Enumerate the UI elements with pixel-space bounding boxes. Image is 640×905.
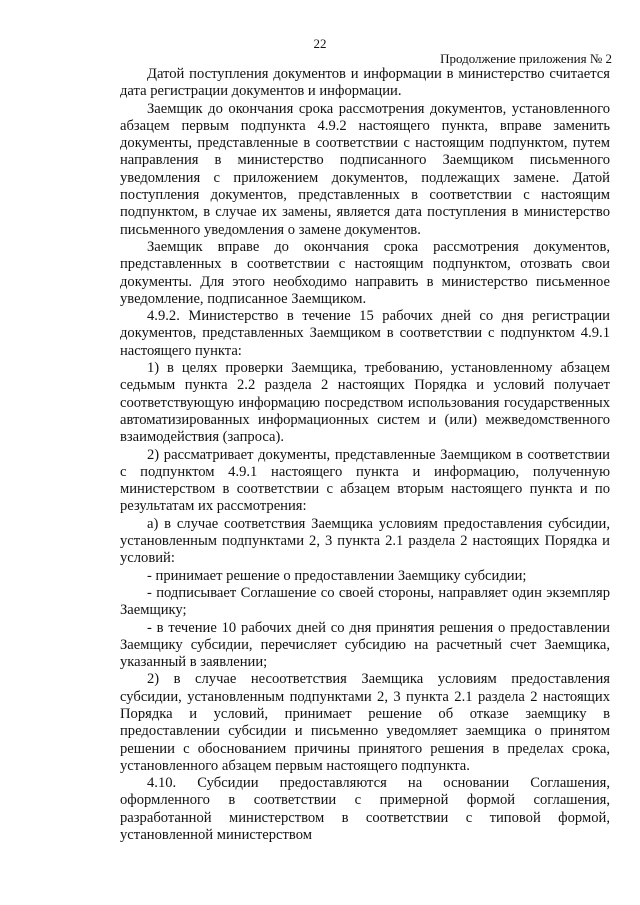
page-number: 22 bbox=[313, 36, 327, 51]
paragraph: 4.10. Субсидии предоставляются на основании Соглашения, оформленного в соответствии с примерной формой соглашения, разработанной министерством в соответствии с типовой формой, установленной министерством bbox=[120, 775, 610, 844]
paragraph: 4.9.2. Министерство в течение 15 рабочих дней со дня регистрации документов, представленных Заемщиком в соответствии с подпунктом 4.9.1 настоящего пункта: bbox=[120, 308, 610, 359]
paragraph: Заемщик вправе до окончания срока рассмотрения документов, представленных в соответствии с настоящим подпунктом, отозвать свои документы. Для этого необходимо направить в министерство письменное уведомление, подписанное Заемщиком. bbox=[120, 238, 610, 307]
paragraph: Датой поступления документов и информации в министерство считается дата регистрации документов и информации. bbox=[120, 66, 610, 100]
paragraph: 2) в случае несоответствия Заемщика условиям предоставления субсидии, установленным подпунктами 2, 3 пункта 2.1 раздела 2 настоящих Порядка и условий, принимает решение об отказе заемщику в предоставлении субсидии и письменно уведомляет заемщика о принятом решении с обоснованием причины принятого решения в пределах срока, установленного абзацем первым настоящего подпункта. bbox=[120, 671, 610, 774]
paragraph: 1) в целях проверки Заемщика, требованию, установленному абзацем седьмым пункта 2.2 раздела 2 настоящих Порядка и условий получает соответствующую информацию посредством использования государственных автоматизированных информационных систем и (или) межведомственного взаимодействия (запроса). bbox=[120, 360, 610, 446]
appendix-continuation-note: Продолжение приложения № 2 bbox=[440, 51, 612, 66]
list-item: - принимает решение о предоставлении Заемщику субсидии; bbox=[147, 567, 527, 584]
paragraph: а) в случае соответствия Заемщика условиям предоставления субсидии, установленным подпунктами 2, 3 пункта 2.1 раздела 2 настоящих Порядка и условий: bbox=[120, 515, 610, 567]
document-body bbox=[120, 66, 610, 844]
paragraph: 2) рассматривает документы, представленные Заемщиком в соответствии с подпунктом 4.9.1 настоящего пункта и информацию, полученную министерством в соответствии с абзацем вторым настоящего пункта и по результатам их рассмотрения: bbox=[120, 446, 610, 515]
list-item: - в течение 10 рабочих дней со дня принятия решения о предоставлении Заемщику субсидии, перечисляет субсидию на расчетный счет Заемщика, указанный в заявлении; bbox=[120, 619, 610, 671]
list-item: - подписывает Соглашение со своей стороны, направляет один экземпляр Заемщику; bbox=[120, 584, 610, 619]
paragraph: Заемщик до окончания срока рассмотрения документов, установленного абзацем первым подпункта 4.9.2 настоящего пункта, вправе заменить документы, представленные в соответствии с настоящим подпунктом, путем направления в министерство подписанного Заемщиком письменного уведомления с приложением документов, подлежащих замене. Датой поступления документов, представленных в соответствии с настоящим подпунктом, в случае их замены, является дата поступления в министерство письменного уведомления о замене документов. bbox=[120, 100, 610, 238]
